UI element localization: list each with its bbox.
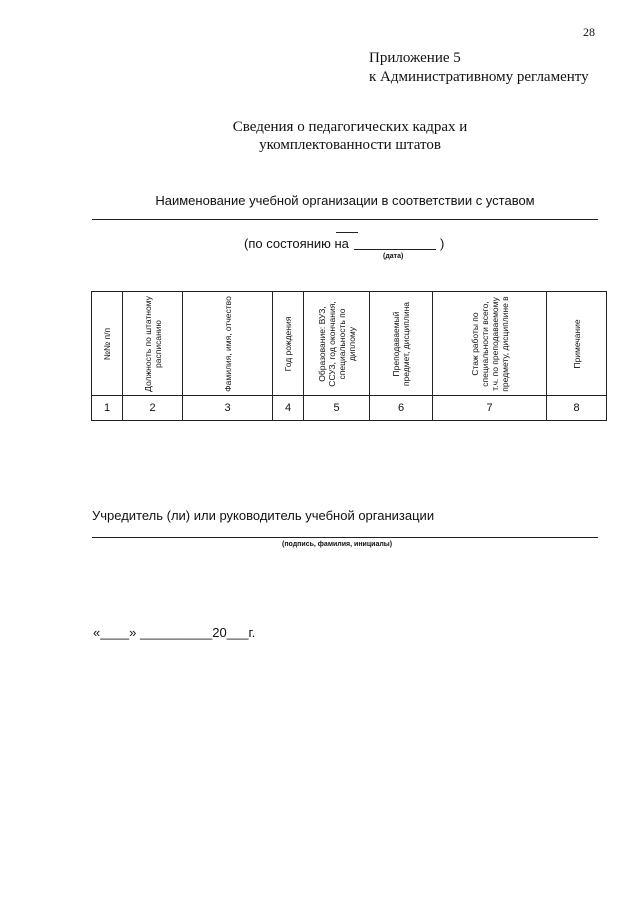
column-number-cell: 7 [433,396,547,421]
header-label: Фамилия, имя, отчество [222,295,233,392]
column-number-cell: 2 [123,396,183,421]
signature-label: Учредитель (ли) или руководитель учебной организации [92,508,435,523]
header-cell [370,292,433,396]
column-number-cell: 6 [370,396,433,421]
header-cell [304,292,370,396]
as-of-close-paren: ) [440,236,445,251]
header-label: Образование: ВУЗ, ССУЗ, год окончания, специальность по диплому [316,300,357,387]
staff-table [91,291,607,421]
as-of-label: (по состоянию на [244,236,349,251]
header-label: Год рождения [283,316,293,371]
date-overline [336,232,358,233]
org-name-fill-line [92,219,598,220]
header-cell [433,292,547,396]
page-number: 28 [583,25,595,39]
header-label: Стаж работы по специальности всего, т.ч. по преподаваемому предмету, дисциплине в [469,295,510,392]
header-cell [183,292,273,396]
column-number-cell: 3 [183,396,273,421]
header-label: Примечание [571,318,582,369]
header-cell [547,292,607,396]
appendix-title: Приложение 5 [369,50,461,66]
header-cell [273,292,304,396]
column-number-cell: 1 [92,396,123,421]
column-number-cell: 8 [547,396,607,421]
document-title-line-2: укомплектованности штатов [259,137,441,153]
header-label: Преподаваемый предмет, дисциплина [391,301,411,386]
signature-caption: (подпись, фамилия, инициалы) [282,541,393,548]
header-cell [123,292,183,396]
header-label: №№ п/п [102,327,112,360]
as-of-date-fill-line [354,249,436,250]
date-fill-line: «____» __________20___г. [93,625,256,640]
appendix-subtitle: к Административному регламенту [369,69,589,85]
table-number-row [92,396,607,421]
date-caption: (дата) [383,253,404,260]
header-cell [92,292,123,396]
header-label: Должность по штатному расписанию [142,295,163,392]
signature-fill-line [92,537,598,538]
document-title-line-1: Сведения о педагогических кадрах и [232,119,468,135]
column-number-cell: 4 [273,396,304,421]
table-header-row [92,292,607,396]
org-name-label: Наименование учебной организации в соответствии с уставом [155,193,535,208]
column-number-cell: 5 [304,396,370,421]
